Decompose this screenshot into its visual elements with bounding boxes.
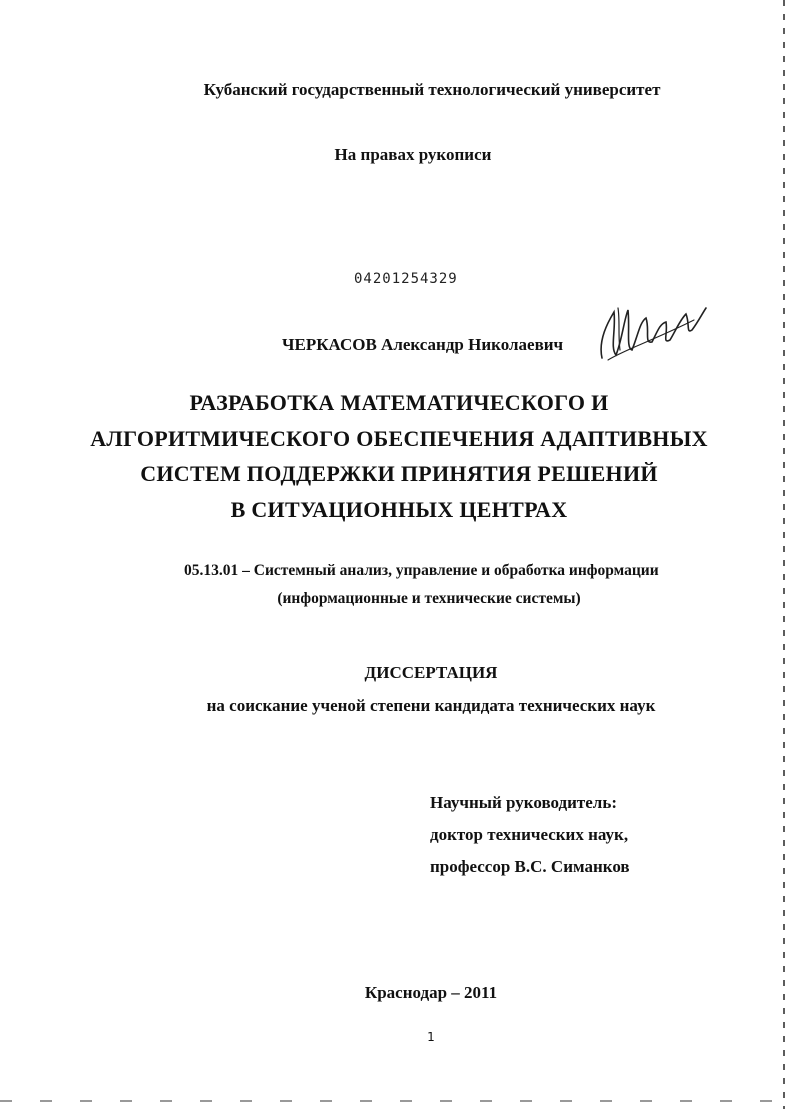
author-signature: [594, 300, 709, 365]
scan-edge-bottom: [0, 1100, 798, 1102]
thesis-title-line-1: РАЗРАБОТКА МАТЕМАТИЧЕСКОГО И: [189, 390, 609, 415]
scan-edge-right: [783, 0, 785, 1109]
supervisor-label: Научный руководитель:: [430, 793, 617, 812]
page-number: 1: [427, 1030, 435, 1044]
university-name: Кубанский государственный технологический университет: [203, 80, 661, 99]
thesis-title-line-4: В СИТУАЦИОННЫХ ЦЕНТРАХ: [230, 497, 568, 522]
thesis-title-line-3: СИСТЕМ ПОДДЕРЖКИ ПРИНЯТИЯ РЕШЕНИЙ: [140, 461, 658, 486]
supervisor-degree: доктор технических наук,: [430, 825, 629, 844]
specialty-code-line: 05.13.01 – Системный анализ, управление и обработка информации: [184, 562, 659, 579]
thesis-title-line-2: АЛГОРИТМИЧЕСКОГО ОБЕСПЕЧЕНИЯ АДАПТИВНЫХ: [90, 426, 708, 451]
work-type-heading: ДИССЕРТАЦИЯ: [364, 663, 498, 682]
supervisor-name: профессор В.С. Симанков: [430, 857, 630, 876]
library-stamp-number: 04201254329: [354, 271, 458, 287]
city-year: Краснодар – 2011: [364, 983, 498, 1002]
degree-statement: на соискание ученой степени кандидата технических наук: [206, 696, 656, 715]
author-name: ЧЕРКАСОВ Александр Николаевич: [282, 335, 564, 354]
specialty-subtitle-line: (информационные и технические системы): [277, 590, 581, 607]
manuscript-rights-note: На правах рукописи: [334, 145, 492, 164]
